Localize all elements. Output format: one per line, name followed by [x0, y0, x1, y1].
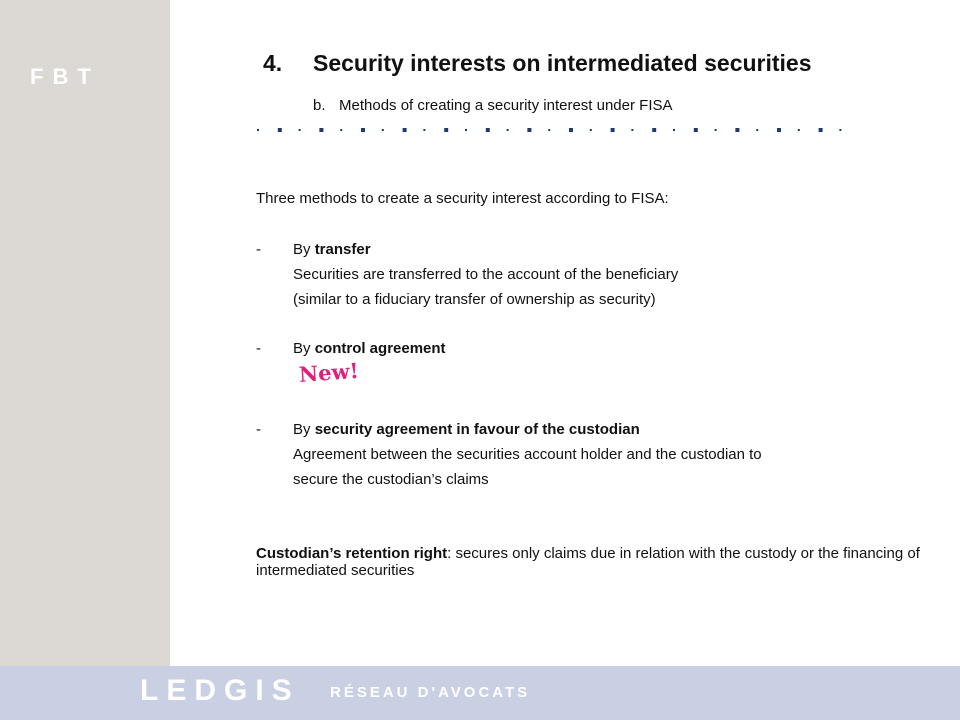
divider-dot [257, 129, 259, 131]
divider-dot [403, 128, 407, 132]
method-bold: transfer [314, 241, 371, 258]
divider-dot [631, 129, 633, 131]
method-transfer [256, 241, 371, 258]
divider-dot [839, 129, 841, 131]
method-bold: security agreement in favour of the custodian [314, 421, 640, 438]
divider-dot [340, 129, 342, 131]
fbt-logo: FBT [30, 64, 100, 89]
method-security-line-1: Agreement between the securities account holder and the custodian to [293, 446, 762, 463]
method-security-line-2: secure the custodian’s claims [293, 471, 489, 488]
subtitle-text: Methods of creating a security interest under FISA [339, 97, 673, 114]
divider-dot [444, 128, 448, 132]
note-bold: Custodian’s retention right [256, 545, 448, 562]
divider-dot [673, 129, 675, 131]
title-text: Security interests on intermediated securities [313, 50, 812, 76]
left-sidebar [0, 0, 170, 666]
divider-dot [569, 128, 573, 132]
divider-dot [486, 128, 490, 132]
divider-dot [735, 128, 739, 132]
slide-subtitle [313, 97, 673, 114]
divider-dot [694, 128, 698, 132]
divider-dot [756, 129, 758, 131]
divider-dot [382, 129, 384, 131]
method-bold: control agreement [314, 340, 446, 357]
divider-dot [590, 129, 592, 131]
bullet-dash: - [256, 421, 261, 438]
intro-text: Three methods to create a security interest according to FISA: [256, 190, 669, 207]
footer-tagline: RÉSEAU D'AVOCATS [330, 684, 531, 701]
divider-dot [527, 128, 531, 132]
method-transfer-line-1: Securities are transferred to the account of the beneficiary [293, 266, 679, 283]
method-security-agreement [256, 421, 640, 438]
retention-right-note [256, 545, 946, 579]
divider-dot [798, 129, 800, 131]
slide-title [263, 50, 812, 77]
bullet-dash: - [256, 241, 261, 258]
divider-dot [299, 129, 301, 131]
dotted-divider [256, 126, 856, 134]
divider-dot [819, 128, 823, 132]
method-prefix: By [293, 241, 315, 258]
bullet-dash: - [256, 340, 261, 357]
divider-dot [611, 128, 615, 132]
method-transfer-line-2: (similar to a fiduciary transfer of ownership as security) [293, 291, 656, 308]
divider-dot [715, 129, 717, 131]
divider-dot [361, 128, 365, 132]
new-badge: New! [298, 357, 360, 387]
method-control-agreement [256, 340, 446, 357]
subtitle-letter: b. [313, 97, 326, 114]
method-prefix: By [293, 340, 315, 357]
method-prefix: By [293, 421, 315, 438]
ledgis-logo: LEDGIS [140, 674, 300, 707]
divider-dot [548, 129, 550, 131]
divider-dot [278, 128, 282, 132]
note-text: : secures only claims due in relation with the custody or the financing of intermediated securities [256, 545, 920, 579]
divider-dot [507, 129, 509, 131]
title-number: 4. [263, 50, 283, 76]
divider-dot [465, 129, 467, 131]
divider-dot [652, 128, 656, 132]
divider-dot [423, 129, 425, 131]
divider-dot [319, 128, 323, 132]
divider-dot [777, 128, 781, 132]
